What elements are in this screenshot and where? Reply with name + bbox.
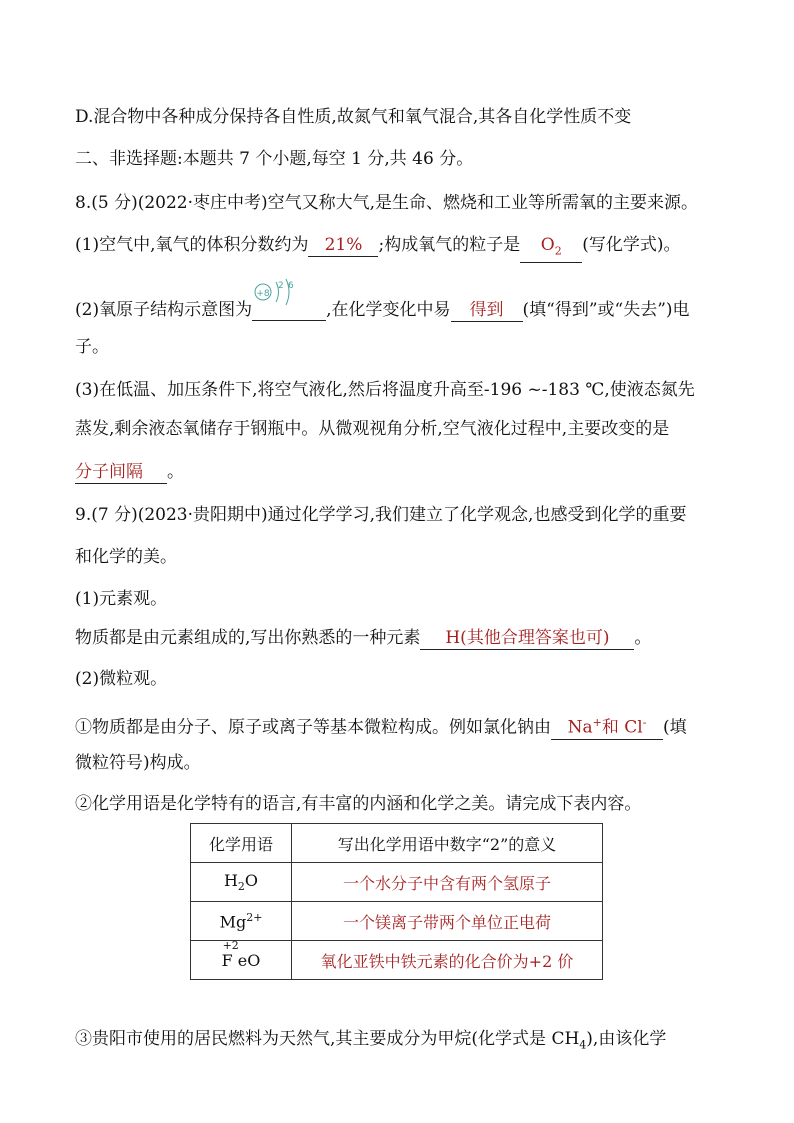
q9-part2-q2: ②化学用语是化学特有的语言,有丰富的内涵和化学之美。请完成下表内容。 [75, 794, 642, 814]
formula-mg-ion: $Mg^{2+}$ [191, 902, 292, 941]
formula-h2o: $H_2O$ [191, 863, 292, 902]
table-row [191, 902, 603, 941]
q8-part3: (3)在低温、加压条件下,将空气液化,然后将温度升高至-196 ~-183 ℃,使液态氮先 [75, 380, 695, 400]
answer-gain-lose: 得到 [451, 299, 523, 322]
table-row [191, 941, 603, 980]
answer-oxygen-particle: $O_2$ [520, 234, 582, 263]
atom-structure-icon [252, 278, 326, 306]
q9-part2-q1-cont: 微粒符号)构成。 [75, 753, 201, 773]
chemistry-notation-table [190, 823, 603, 980]
table-row [191, 863, 603, 902]
formula-feo: +2 F eO [191, 941, 292, 980]
q9-part1-title: (1)元素观。 [75, 589, 168, 609]
answer-mg-ion: 一个镁离子带两个单位正电荷 [292, 902, 603, 941]
oxygen-atom-diagram [252, 281, 326, 321]
q8-part3-cont: 蒸发,剩余液态氧储存于钢瓶中。从微观视角分析,空气液化过程中,主要改变的是 [75, 419, 670, 439]
question-8-stem: 8.(5 分)(2022·枣庄中考)空气又称大气,是生命、燃烧和工业等所需氧的主要来源。 [75, 193, 699, 213]
q9-part2-q1: ①物质都是由分子、原子或离子等基本微粒构成。例如氯化钠由 Na+和 Cl- (填 [75, 712, 687, 740]
option-d-text: D.混合物中各种成分保持各自性质,故氮气和氧气混合,其各自化学性质不变 [75, 107, 632, 127]
svg-text:+8: +8 [256, 289, 270, 299]
question-9-stem-cont: 和化学的美。 [75, 547, 177, 567]
answer-sodium-chloride-ions: Na+和 Cl- [551, 712, 663, 740]
q8-part1: (1)空气中,氧气的体积分数约为 21% ;构成氧气的粒子是 $O_2$ (写化学式)。 [75, 234, 680, 263]
svg-text:6: 6 [288, 281, 294, 291]
answer-element: H(其他合理答案也可) [420, 627, 634, 650]
table-header-row [191, 824, 603, 863]
svg-text:2: 2 [278, 281, 284, 291]
answer-oxygen-fraction: 21% [308, 234, 378, 257]
question-9-stem: 9.(7 分)(2023·贵阳期中)通过化学学习,我们建立了化学观念,也感受到化学的重要 [75, 505, 687, 525]
q9-part1-question: 物质都是由元素组成的,写出你熟悉的一种元素 H(其他合理答案也可) 。 [75, 628, 652, 648]
q8-part3-answer-line: 分子间隔 。 [75, 462, 184, 482]
table-header-cell: 写出化学用语中数字“2”的意义 [292, 824, 603, 863]
q8-part2: (2)氧原子结构示意图为 +8 2 6 ,在化学变化中易 得到 (填“得到”或“失去”)电 [75, 292, 690, 322]
q8-part2-cont: 子。 [75, 337, 109, 357]
q9-part2-title: (2)微粒观。 [75, 669, 168, 689]
answer-molecular-gap: 分子间隔 [75, 461, 167, 484]
answer-feo: 氧化亚铁中铁元素的化合价为+2 价 [292, 941, 603, 980]
answer-h2o: 一个水分子中含有两个氢原子 [292, 863, 603, 902]
section-heading: 二、非选择题:本题共 7 个小题,每空 1 分,共 46 分。 [75, 149, 474, 169]
q9-part2-q3: ③贵阳市使用的居民燃料为天然气,其主要成分为甲烷(化学式是 $CH_4$),由该化学 [75, 1029, 667, 1052]
table-header-cell: 化学用语 [191, 824, 292, 863]
